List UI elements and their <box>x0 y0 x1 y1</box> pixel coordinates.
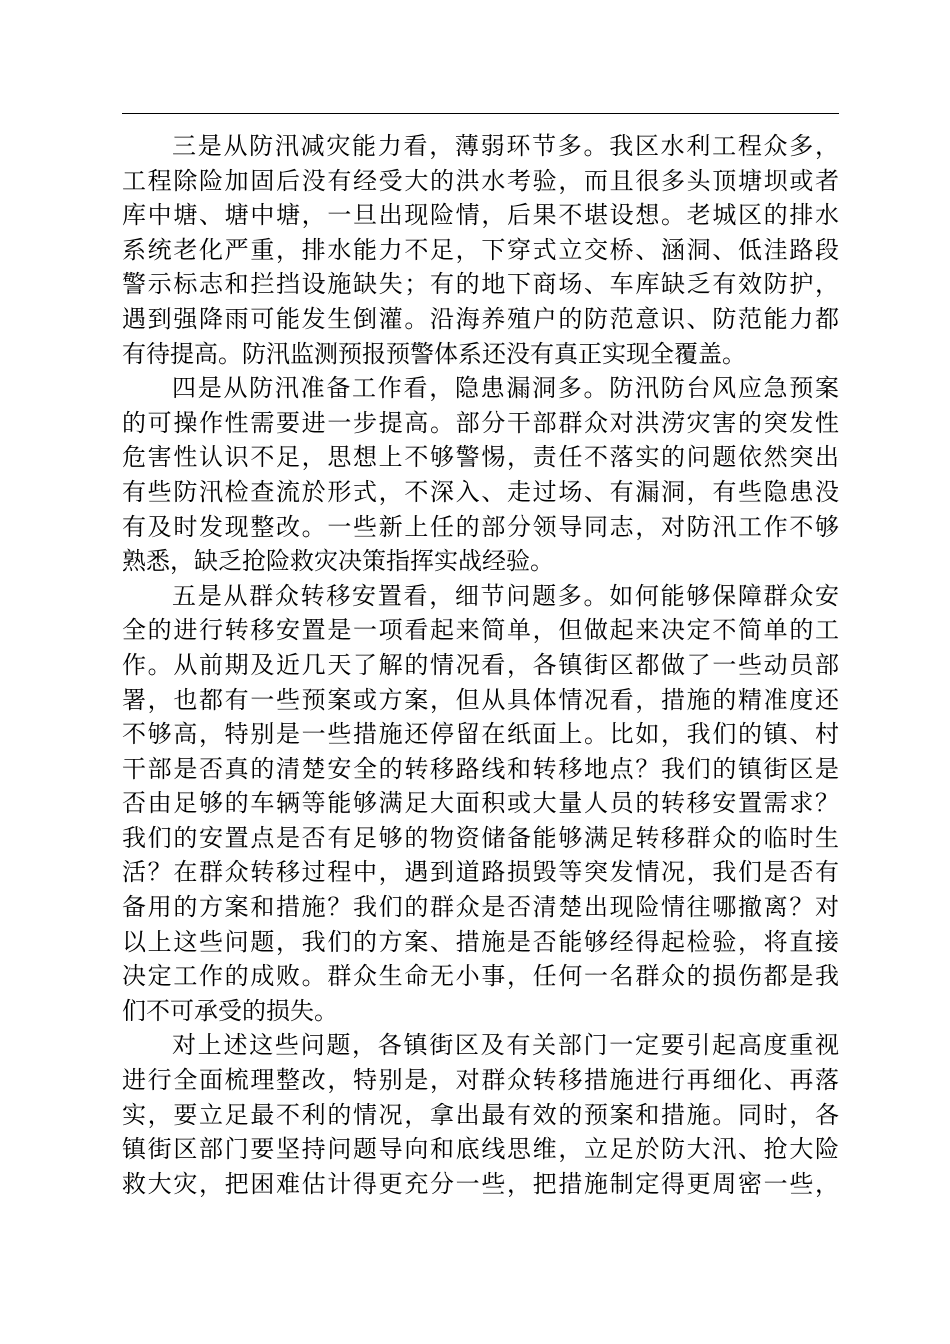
text-line: 五是从群众转移安置看，细节问题多。如何能够保障群众安 <box>172 581 839 610</box>
text-line: 们不可承受的损失。 <box>122 996 338 1025</box>
paragraph <box>122 371 839 579</box>
text-line: 的可操作性需要进一步提高。部分干部群众对洪涝灾害的突发性 <box>122 408 839 437</box>
text-line: 危害性认识不足，思想上不够警惕，责任不落实的问题依然突出 <box>122 443 839 472</box>
text-line: 不够高，特别是一些措施还停留在纸面上。比如，我们的镇、村 <box>122 720 839 749</box>
text-line: 进行全面梳理整改，特别是，对群众转移措施进行再细化、再落 <box>122 1066 839 1095</box>
text-line: 实，要立足最不利的情况，拿出最有效的预案和措施。同时，各 <box>122 1100 839 1129</box>
text-line: 干部是否真的清楚安全的转移路线和转移地点？我们的镇街区是 <box>122 754 839 783</box>
text-line: 署，也都有一些预案或方案，但从具体情况看，措施的精准度还 <box>122 685 839 714</box>
text-line: 四是从防汛准备工作看，隐患漏洞多。防汛防台风应急预案 <box>172 374 839 403</box>
header-rule <box>122 113 839 114</box>
text-line: 对上述这些问题，各镇街区及有关部门一定要引起高度重视 <box>172 1031 839 1060</box>
text-line: 遇到强降雨可能发生倒灌。沿海养殖户的防范意识、防范能力都 <box>122 304 839 333</box>
text-line: 镇街区部门要坚持问题导向和底线思维，立足於防大汛、抢大险 <box>122 1135 839 1164</box>
text-line: 有些防汛检查流於形式，不深入、走过场、有漏洞，有些隐患没 <box>122 477 839 506</box>
text-line: 否由足够的车辆等能够满足大面积或大量人员的转移安置需求？ <box>122 789 839 818</box>
text-line: 全的进行转移安置是一项看起来简单，但做起来决定不简单的工 <box>122 616 839 645</box>
text-line: 有及时发现整改。一些新上任的部分领导同志，对防汛工作不够 <box>122 512 839 541</box>
text-line: 作。从前期及近几天了解的情况看，各镇街区都做了一些动员部 <box>122 650 839 679</box>
paragraph <box>122 579 839 1029</box>
paragraph <box>122 1028 839 1201</box>
document-body <box>122 129 839 1201</box>
paragraph <box>122 129 839 371</box>
text-line: 备用的方案和措施？我们的群众是否清楚出现险情往哪撤离？对 <box>122 893 839 922</box>
text-line: 活？在群众转移过程中，遇到道路损毁等突发情况，我们是否有 <box>122 858 839 887</box>
text-line: 库中塘、塘中塘，一旦出现险情，后果不堪设想。老城区的排水 <box>122 201 839 230</box>
text-line: 警示标志和拦挡设施缺失；有的地下商场、车库缺乏有效防护， <box>122 270 839 299</box>
text-line: 三是从防汛减灾能力看，薄弱环节多。我区水利工程众多， <box>172 132 839 160</box>
text-line: 熟悉，缺乏抢险救灾决策指挥实战经验。 <box>122 547 554 576</box>
text-line: 系统老化严重，排水能力不足，下穿式立交桥、涵洞、低洼路段 <box>122 235 839 264</box>
text-line: 救大灾，把困难估计得更充分一些，把措施制定得更周密一些， <box>122 1169 839 1198</box>
text-line: 以上这些问题，我们的方案、措施是否能够经得起检验，将直接 <box>122 927 839 956</box>
text-line: 工程除险加固后没有经受大的洪水考验，而且很多头顶塘坝或者 <box>122 166 839 195</box>
text-line: 我们的安置点是否有足够的物资储备能够满足转移群众的临时生 <box>122 823 839 852</box>
text-line: 有待提高。防汛监测预报预警体系还没有真正实现全覆盖。 <box>122 339 746 368</box>
text-line: 决定工作的成败。群众生命无小事，任何一名群众的损伤都是我 <box>122 962 839 991</box>
